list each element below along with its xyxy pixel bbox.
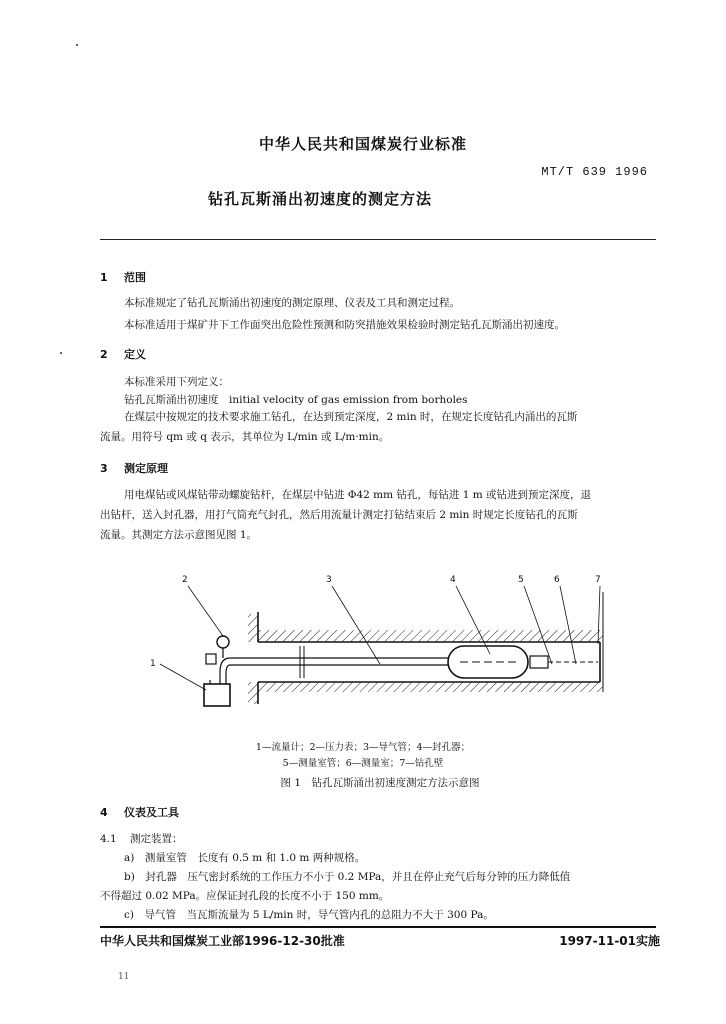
list-item: a) 测量室管 长度有 0.5 m 和 1.0 m 两种规格。: [124, 852, 366, 864]
section-title: 范围: [124, 271, 146, 284]
pressure-gauge: [206, 636, 229, 664]
list-item: b) 封孔器 压气密封系统的工作压力不小于 0.2 MPa，并且在停止充气后每分钟的压力降低值: [124, 871, 571, 883]
list-item: c) 导气管 当瓦斯流量为 5 L/min 时，导气管内孔的总阻力不大于 300 Pa。: [124, 909, 494, 921]
callout-7: 7: [595, 575, 601, 585]
gas-guide-pipe: [220, 646, 450, 684]
approval-note: 中华人民共和国煤炭工业部1996-12-30批准: [100, 934, 345, 948]
subsection-number: 4.1: [100, 833, 117, 845]
section-2-paragraph: 在煤层中按规定的技术要求施工钻孔，在达到预定深度，2 min 时，在规定长度钻孔内涌出的瓦斯: [124, 411, 578, 423]
effective-date: 1997-11-01实施: [559, 934, 660, 948]
callout-5: 5: [518, 575, 524, 585]
callout-4: 4: [450, 575, 456, 585]
section-2-paragraph: 流量。用符号 qm 或 q 表示，其单位为 L/min 或 L/m·min。: [100, 431, 390, 443]
footer-divider: [100, 926, 656, 928]
standard-code: MT/T 639 1996: [541, 165, 648, 179]
borehole-wall: [248, 592, 603, 704]
section-number: 3: [100, 462, 108, 475]
section-3-paragraph: 用电煤钻或风煤钻带动螺旋钻杆，在煤层中钻进 Φ42 mm 钻孔，每钻进 1 m 或钻进到预定深度，退: [124, 489, 592, 501]
subsection-title: 测定装置：: [130, 833, 183, 845]
section-1-paragraph: 本标准适用于煤矿井下工作面突出危险性预测和防突措施效果检验时测定钻孔瓦斯涌出初速度。: [124, 319, 565, 331]
callout-1: 1: [150, 659, 156, 669]
measuring-chamber-tube: [530, 656, 598, 668]
figure-legend: 1—流量计；2—压力表；3—导气管；4—封孔器；: [255, 742, 471, 753]
figure-legend: 5—测量室管；6—测量室；7—钻孔壁: [282, 758, 444, 769]
section-2-paragraph: 本标准采用下列定义：: [124, 376, 229, 388]
issuing-organization: 中华人民共和国煤炭行业标准: [258, 135, 467, 153]
figure-caption: 图 1 钻孔瓦斯涌出初速度测定方法示意图: [280, 777, 480, 789]
section-number: 4: [100, 806, 108, 819]
section-number: 1: [100, 271, 108, 284]
section-4-heading: [100, 804, 179, 820]
section-3-paragraph: 出钻杆，送入封孔器，用打气筒充气封孔，然后用流量计测定打钻结束后 2 min 时规定长度钻孔的瓦斯: [100, 509, 578, 521]
section-3-heading: [100, 460, 168, 476]
subsection-heading: [100, 832, 183, 846]
callout-2: 2: [182, 575, 188, 585]
section-title: 定义: [124, 348, 146, 361]
section-2-heading: [100, 346, 146, 362]
scan-speck: [76, 44, 78, 46]
definition-term: 钻孔瓦斯涌出初速度 initial velocity of gas emission from borholes: [124, 394, 468, 406]
header-divider: [100, 239, 656, 240]
list-item-continuation: 不得超过 0.02 MPa。应保证封孔段的长度不小于 150 mm。: [100, 890, 390, 902]
measurement-diagram: [140, 572, 620, 712]
document-title: 钻孔瓦斯涌出初速度的测定方法: [207, 190, 432, 208]
callout-3: 3: [326, 575, 332, 585]
section-title: 测定原理: [124, 462, 168, 475]
scan-speck: [60, 352, 62, 354]
callout-6: 6: [554, 575, 560, 585]
section-number: 2: [100, 348, 108, 361]
section-3-paragraph: 流量。其测定方法示意图见图 1。: [100, 529, 258, 541]
section-1-paragraph: 本标准规定了钻孔瓦斯涌出初速度的测定原理、仪表及工具和测定过程。: [124, 297, 460, 309]
section-1-heading: [100, 269, 146, 285]
section-title: 仪表及工具: [124, 806, 179, 819]
flow-meter: [204, 680, 230, 706]
page-number: 11: [118, 972, 130, 982]
